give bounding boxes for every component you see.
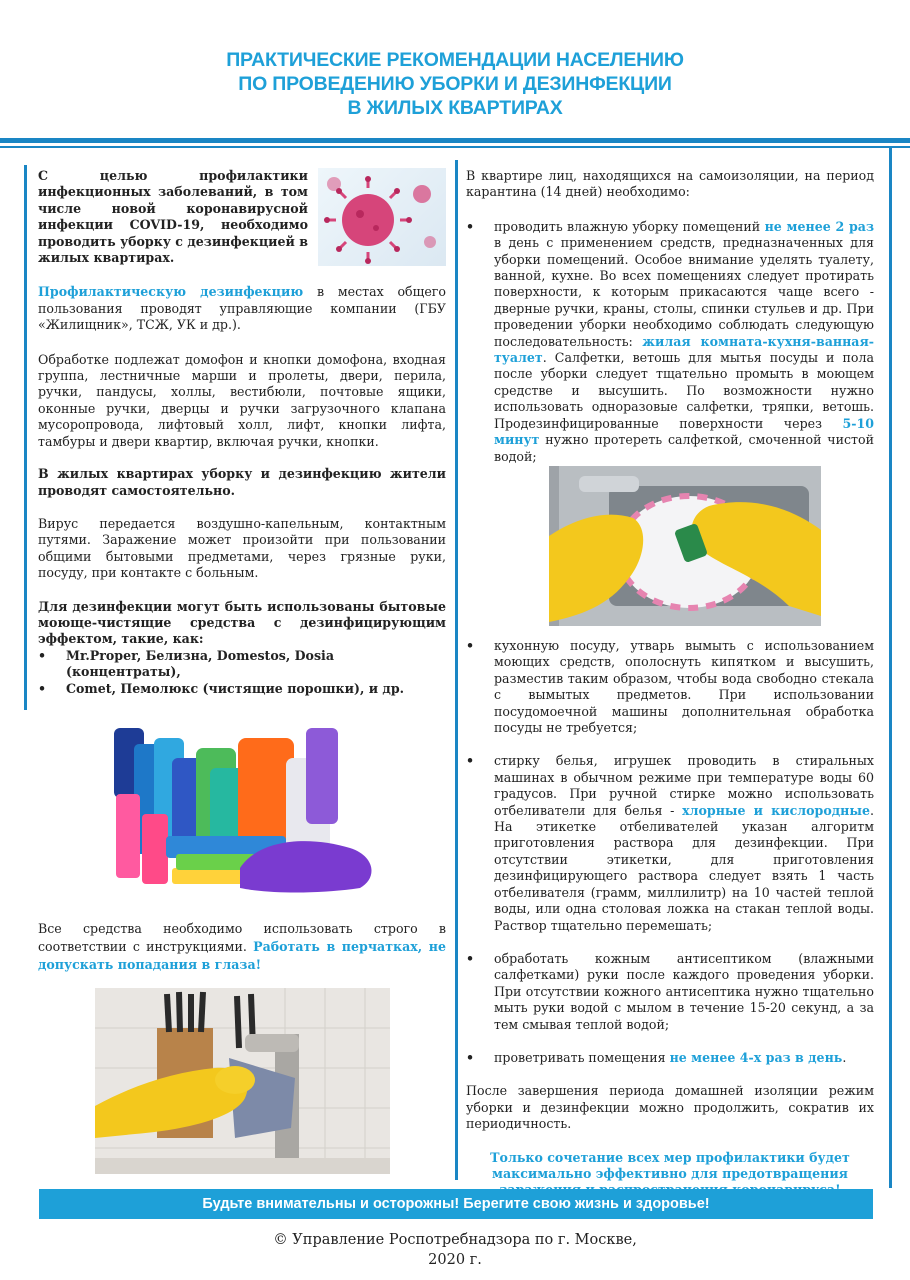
recommendation-dishes: • кухонную посуду, утварь вымыть с использованием моющих средств, ополоснуть кипятком и высушить, разместив таким образом, чтобы вода свободно стекала с вымытых предметов. При использовании посудомоечной машины дополнительная обработка посуды не требуется;: [466, 638, 874, 736]
residents-paragraph: В жилых квартирах уборку и дезинфекцию жители проводят самостоятельно.: [38, 466, 446, 498]
faucet-cleaning-image: [95, 988, 390, 1174]
instructions-highlight: Работать в перчатках, не допускать попадания в глаза!: [38, 939, 446, 972]
bullet: •: [466, 638, 475, 653]
means-list-item: • Comet, Пемолюкс (чистящие порошки), и др.: [38, 680, 405, 696]
prophylactic-paragraph: [38, 284, 446, 333]
recommendation-hands: • обработать кожным антисептиком (влажными салфетками) руки после каждого проведения уборки. При отсутствии кожного антисептика нужно тщательно мыть руки водой с мылом в течение 15-20 секунд, а за тем смывая теплой водой;: [466, 950, 874, 1032]
bullet: •: [466, 1049, 475, 1065]
footer-year: 2020 г.: [428, 1252, 482, 1268]
warning-banner: Будьте внимательны и осторожны! Берегите свою жизнь и здоровье!: [39, 1189, 873, 1219]
title-line-1: ПРАКТИЧЕСКИЕ РЕКОМЕНДАЦИИ НАСЕЛЕНИЮ: [226, 49, 684, 71]
right-column: [466, 168, 874, 465]
recommendation-ventilation: • проветривать помещения не менее 4-х раз в день.: [466, 1049, 847, 1065]
instructions-block: [38, 920, 446, 974]
right-accent-line: [889, 148, 892, 1188]
means-intro: Для дезинфекции могут быть использованы бытовые моюще-чистящие средства с дезинфицирующим эффектом, такие, как:: [38, 598, 446, 647]
title-line-2: ПО ПРОВЕДЕНИЮ УБОРКИ И ДЕЗИНФЕКЦИИ: [238, 73, 672, 95]
bullet: •: [466, 218, 475, 234]
instructions-text: Все средства необходимо использовать строго в соответствии с инструкциями.: [38, 921, 446, 954]
means-list-item: • Mr.Proper, Белизна, Domestos, Dosia (концентраты),: [38, 647, 334, 680]
intro-paragraph: С целью профилактики инфекционных заболеваний, в том числе новой коронавирусной инфекции COVID-19, необходимо проводить уборку с дезинфекцией в жилых квартирах.: [38, 168, 308, 266]
recommendation-wet-cleaning: • проводить влажную уборку помещений не менее 2 раз в день с применением средств, предназначенных для уборки помещений. Особое внимание уделять туалету, ванной, кухне. Во всех помещениях следует протирать поверхности, к которым прикасаются чаще всего - дверные ручки, краны, столы, спинки стульев и др. При проведении уборки необходимо соблюдать следующую последовательность: жилая комната-кухня-ванная-туалет. Салфетки, ветошь для мытья посуды и пола после уборки следует тщательно промыть в моющем средстве и высушить. По возможности нужно использовать одноразовые салфетки, тряпки, ветошь. Продезинфицированные поверхности через 5-10 минут нужно протереть салфеткой, смоченной чистой водой;: [466, 218, 874, 464]
coronavirus-image: [318, 168, 446, 266]
bullet: •: [466, 950, 475, 966]
prophylactic-highlight: Профилактическую дезинфекцию: [38, 284, 304, 300]
page-title: [0, 48, 910, 120]
center-accent-line: [455, 160, 458, 1180]
bullet: •: [466, 753, 475, 769]
header-rule-thin: [0, 146, 910, 148]
bullet: •: [38, 680, 47, 696]
after-isolation-paragraph: После завершения периода домашней изоляции режим уборки и дезинфекции можно продолжить, сократив их периодичность.: [466, 1083, 874, 1132]
instructions-paragraph: [38, 920, 446, 974]
left-accent-line: [24, 165, 27, 710]
cleaning-products-image: [110, 718, 382, 896]
recommendation-laundry: • стирку белья, игрушек проводить в стиральных машинах в обычном режиме при температуре воды 60 градусов. При ручной стирке можно использовать отбеливатели для белья - хлорные и кислородные. На этикетке отбеливателей указан алгоритм приготовления раствора для дезинфекции. При отсутствии этикетки, для приготовления дезинфицирующего раствора следует взять 1 часть отбеливателя (грамм, миллилитр) на 10 частей теплой воды, или одна столовая ложка на стакан теплой воды. Раствор тщательно перемешать;: [466, 753, 874, 933]
quarantine-intro: В квартире лиц, находящихся на самоизоляции, на период карантина (14 дней) необходимо:: [466, 168, 874, 200]
objects-paragraph: Обработке подлежат домофон и кнопки домофона, входная группа, лестничные марши и пролеты, двери, перила, ручки, пандусы, холлы, вестибюли, почтовые ящики, оконные ручки, дверцы и ручки загрузочного клапана мусоропровода, лифтовый холл, лифт, кнопки лифта, тамбуры и двери квартир, включая ручки, кнопки.: [38, 351, 446, 449]
footer-copyright: © Управление Роспотребнадзора по г. Москве,: [273, 1232, 637, 1248]
footer: [0, 1230, 910, 1270]
right-column-continued: [466, 638, 874, 1199]
title-line-3: В ЖИЛЫХ КВАРТИРАХ: [347, 97, 563, 119]
prophylactic-text: в местах общего пользования проводят управляющие компании (ГБУ «Жилищник», ТСЖ, УК и др.).: [38, 284, 446, 333]
dish-washing-image: [549, 466, 821, 626]
header-rule-thick: [0, 138, 910, 143]
closing-statement: Только сочетание всех мер профилактики будет максимально эффективно для предотвращения: [490, 1149, 850, 1181]
bullet: •: [38, 647, 47, 663]
virus-paragraph: Вирус передается воздушно-капельным, контактным путями. Заражение может произойти при пользовании общими бытовыми предметами, через грязные руки, посуду, при контакте с больным.: [38, 515, 446, 581]
